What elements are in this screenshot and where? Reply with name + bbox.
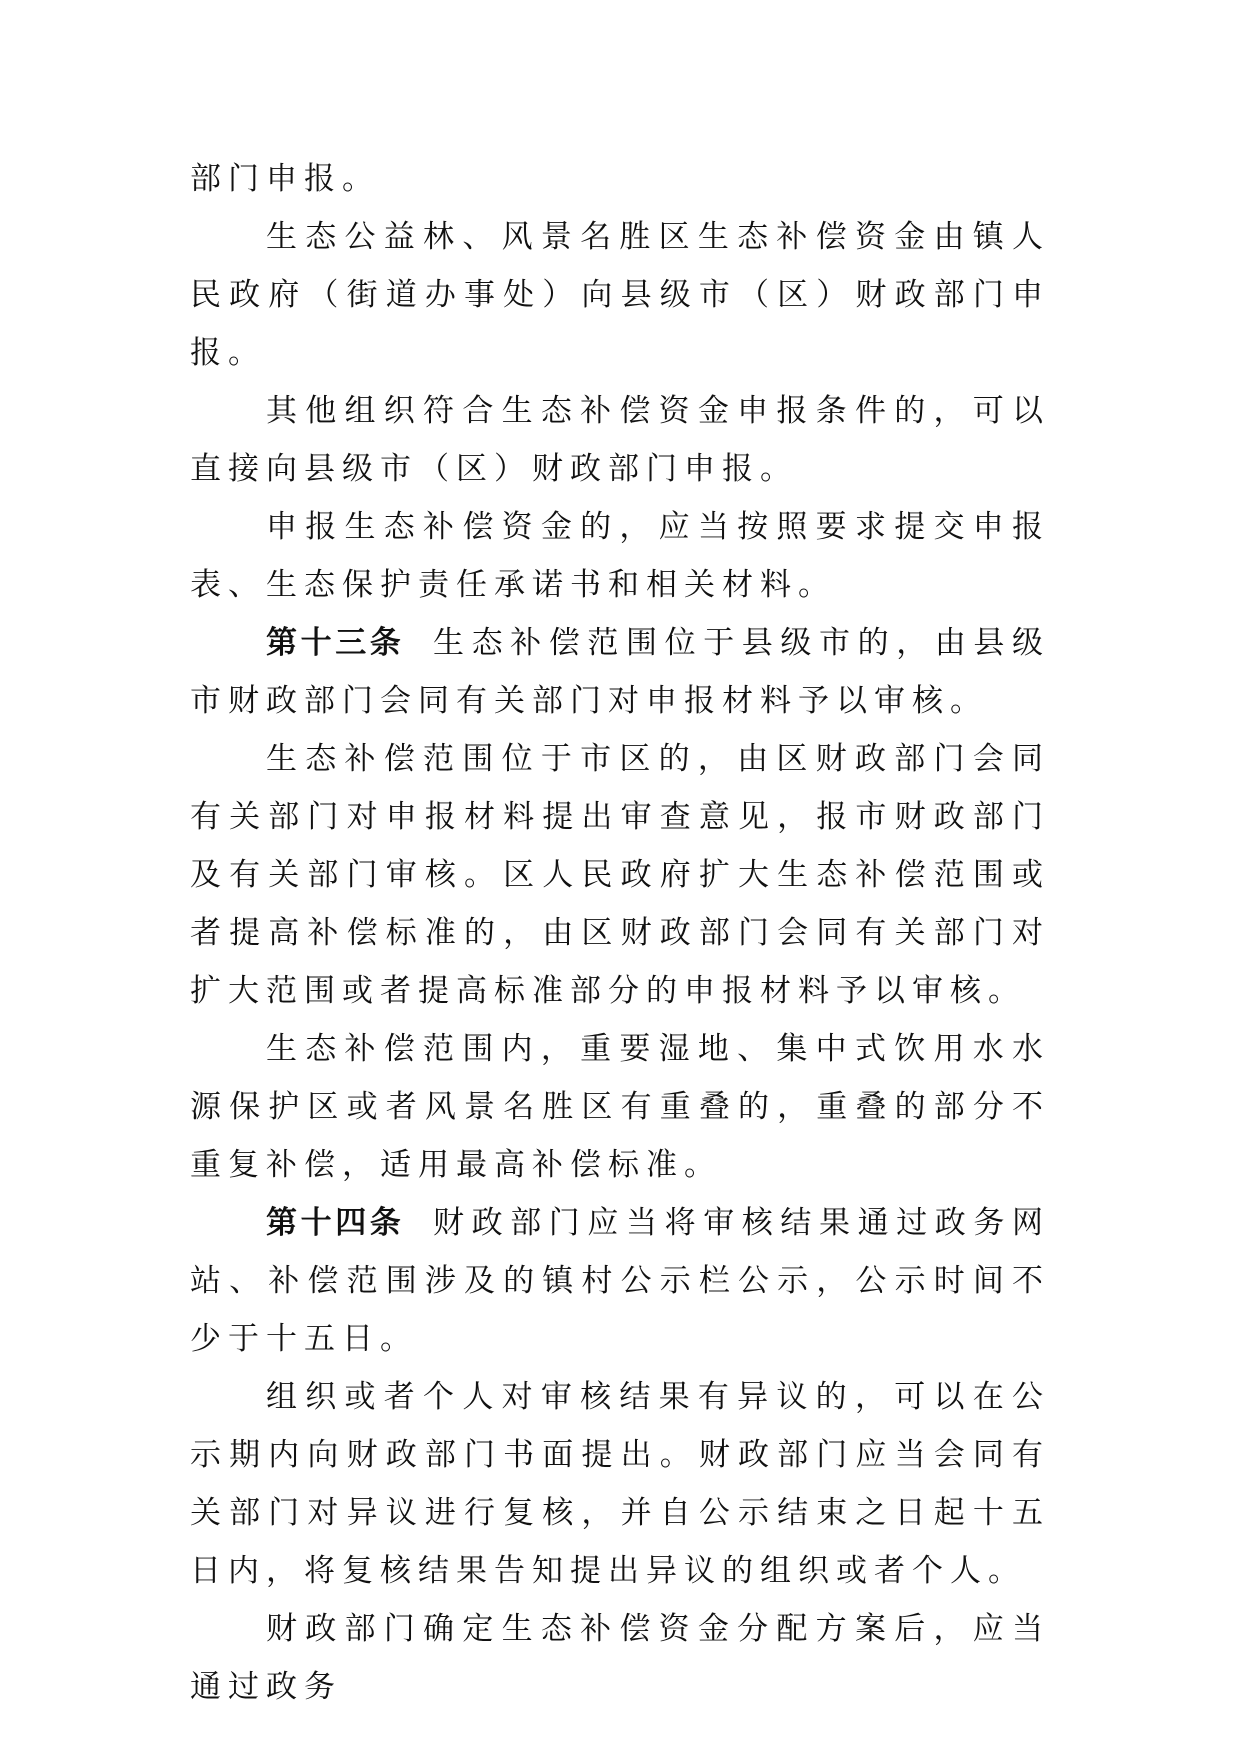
article-14-paragraph <box>190 1194 1050 1368</box>
paragraph-6 <box>190 730 1050 1020</box>
document-body <box>190 150 1050 1716</box>
paragraph-9 <box>190 1368 1050 1600</box>
paragraph-2 <box>190 208 1050 382</box>
paragraph-2-text: 生态公益林、风景名胜区生态补偿资金由镇人民政府（街道办事处）向县级市（区）财政部门申报。 <box>190 219 1050 371</box>
article-14-text: 财政部门应当将审核结果通过政务网站、补偿范围涉及的镇村公示栏公示，公示时间不少于十五日。 <box>190 1205 1051 1357</box>
article-14-heading: 第十四条 <box>266 1205 405 1241</box>
paragraph-3-text: 其他组织符合生态补偿资金申报条件的，可以直接向县级市（区）财政部门申报。 <box>190 393 1050 487</box>
paragraph-7 <box>190 1020 1050 1194</box>
article-13-heading: 第十三条 <box>266 625 405 661</box>
paragraph-3 <box>190 382 1050 498</box>
paragraph-9-text: 组织或者个人对审核结果有异议的，可以在公示期内向财政部门书面提出。财政部门应当会同有关部门对异议进行复核，并自公示结束之日起十五日内，将复核结果告知提出异议的组织或者个人。 <box>190 1379 1050 1589</box>
paragraph-10 <box>190 1600 1050 1716</box>
paragraph-6-text: 生态补偿范围位于市区的，由区财政部门会同有关部门对申报材料提出审查意见，报市财政部门及有关部门审核。区人民政府扩大生态补偿范围或者提高补偿标准的，由区财政部门会同有关部门对扩大范围或者提高标准部分的申报材料予以审核。 <box>190 741 1050 1009</box>
paragraph-1-text: 部门申报。 <box>190 161 380 197</box>
paragraph-10-text: 财政部门确定生态补偿资金分配方案后，应当通过政务 <box>190 1611 1050 1705</box>
article-13-paragraph <box>190 614 1050 730</box>
paragraph-7-text: 生态补偿范围内，重要湿地、集中式饮用水水源保护区或者风景名胜区有重叠的，重叠的部分不重复补偿，适用最高补偿标准。 <box>190 1031 1050 1183</box>
paragraph-4 <box>190 498 1050 614</box>
paragraph-4-text: 申报生态补偿资金的，应当按照要求提交申报表、生态保护责任承诺书和相关材料。 <box>190 509 1050 603</box>
paragraph-1 <box>190 150 1050 208</box>
article-13-text: 生态补偿范围位于县级市的，由县级市财政部门会同有关部门对申报材料予以审核。 <box>190 625 1051 719</box>
